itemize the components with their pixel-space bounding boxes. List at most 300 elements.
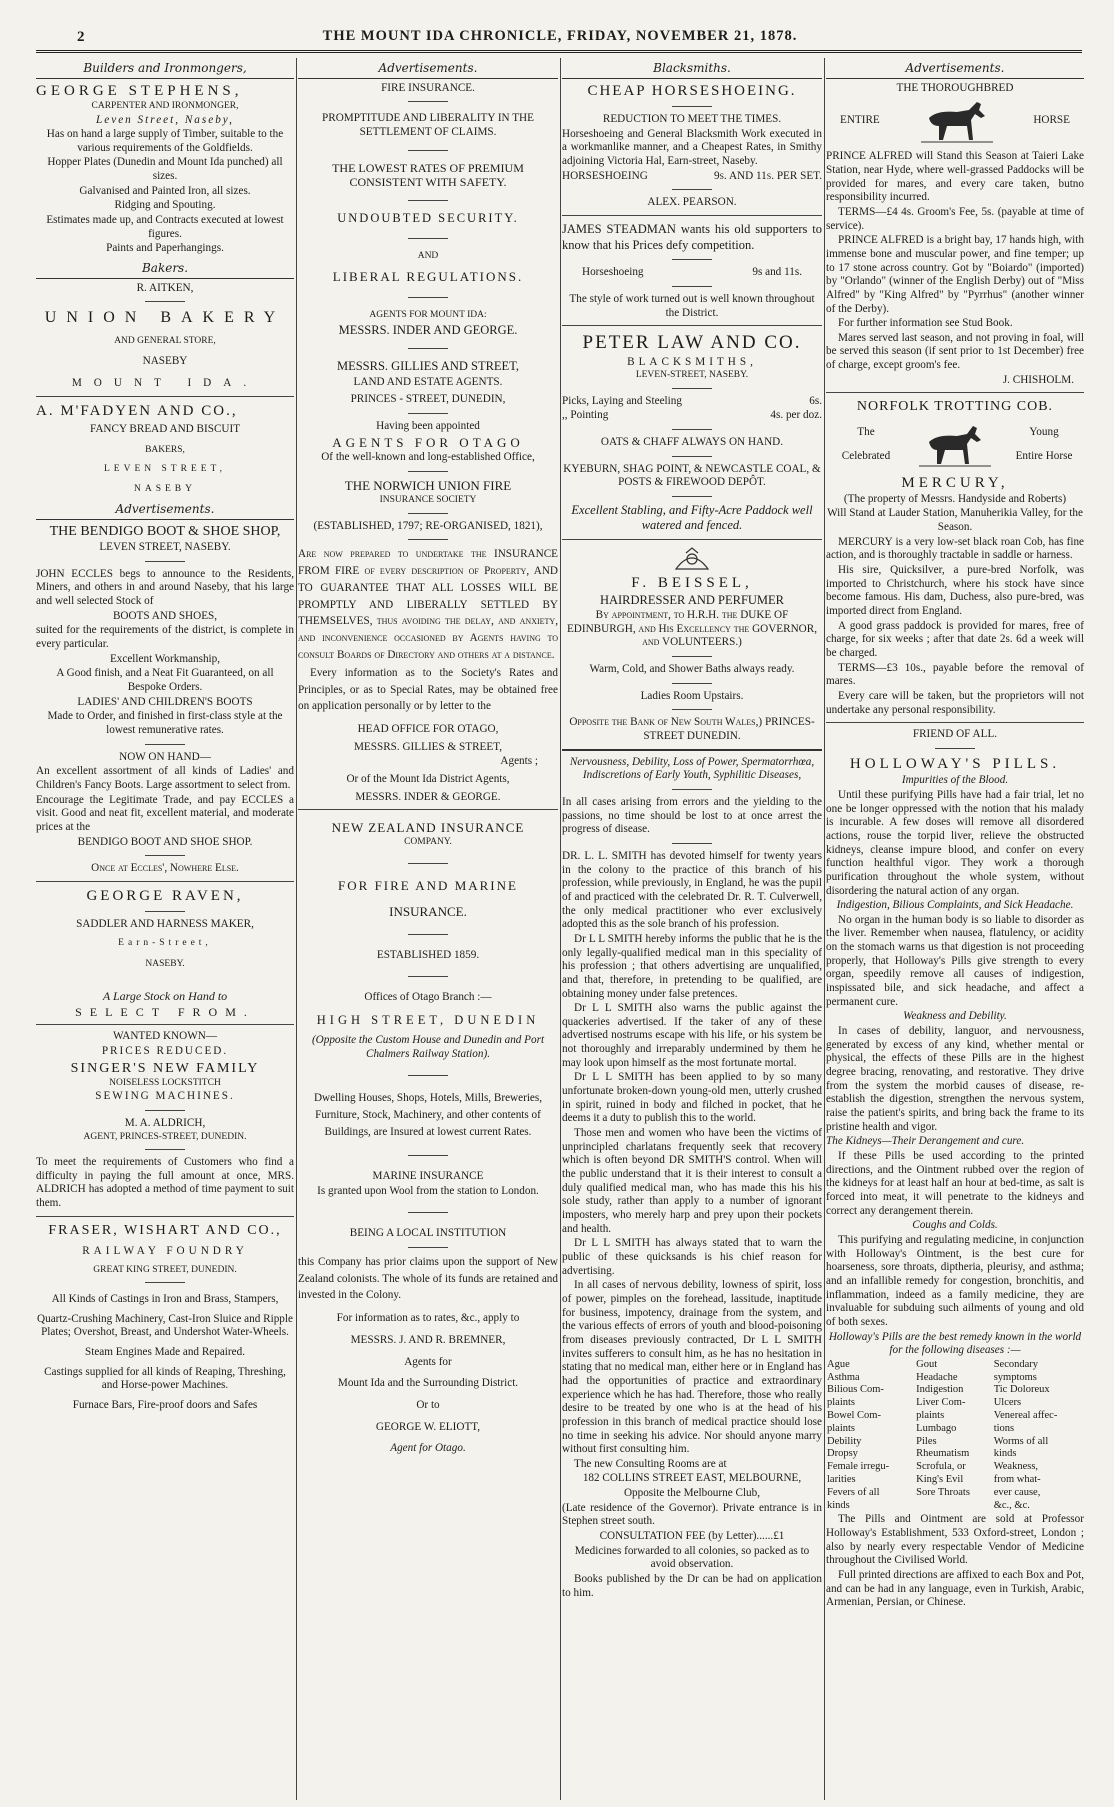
table-cell: King's Evil: [916, 1474, 964, 1485]
rule: [408, 471, 448, 472]
table-cell: plaints: [827, 1397, 855, 1409]
rule: [826, 392, 1084, 393]
table-row: [826, 1410, 1084, 1423]
ad-text: All Kinds of Castings in Iron and Brass, Stampers,: [51, 1293, 279, 1306]
rule: [672, 286, 712, 287]
ad-text: AGENT, PRINCES-STREET, DUNEDIN.: [83, 1131, 247, 1142]
ad-text: PRICES REDUCED.: [101, 1044, 229, 1057]
ad-text: Until these purifying Pills have had a fair trial, let no one be longer oppressed with the notion that his malady is incurable. A few doses will remove all disordered actions, rouse the torpid liver, relieve the obstructed kidneys, cleanse impure blood, and confer on every function healthful vigor. They work a thorough purification throughout the whole system, without disordering the natural action of any organ.: [826, 788, 1084, 897]
ad-title: HOLLOWAY'S PILLS.: [849, 755, 1061, 772]
ad-title: GEORGE STEPHENS,: [36, 82, 243, 99]
table-row: [826, 1384, 1084, 1397]
price-label: ,, Pointing: [562, 409, 609, 422]
ad-text: LADIES' AND CHILDREN'S BOOTS: [77, 695, 253, 708]
ad-title: FRASER, WISHART AND CO.,: [48, 1222, 282, 1238]
ad-text: FOR FIRE AND MARINE: [338, 877, 518, 893]
ad-subtitle: BLACKSMITHS,: [627, 355, 757, 368]
ad-text: MESSRS. GILLIES AND STREET,: [336, 359, 520, 374]
rule: [562, 325, 822, 326]
ad-text: HEAD OFFICE FOR OTAGO,: [357, 723, 499, 736]
ad-text: 182 COLLINS STREET EAST, MELBOURNE,: [582, 1472, 802, 1485]
ad-text: Horseshoeing and General Blacksmith Work executed in a workmanlike manner, and a Cheapest Rates, in Smithy adjoining Victoria Hal, Earn-street, Naseby.: [562, 127, 822, 167]
ad-title: NORFOLK TROTTING COB.: [856, 399, 1054, 415]
section-heading-builders: Builders and Ironmongers,: [36, 60, 294, 79]
ad-text: The new Consulting Rooms are at: [574, 1457, 727, 1470]
ad-text: Quartz-Crushing Machinery, Cast-Iron Sluice and Ripple Plates; Overshot, Breast, and Undershot Water-Wheels.: [37, 1312, 293, 1339]
ad-text: A Large Stock on Hand to: [102, 989, 228, 1004]
page-number: 2: [77, 29, 85, 45]
ad-text: Agents for: [404, 1355, 452, 1368]
ad-text: (ESTABLISHED, 1797; RE-ORGANISED, 1821),: [313, 519, 543, 532]
column-4: [826, 60, 1084, 1800]
ad-text: Offices of Otago Branch :—: [364, 991, 492, 1004]
table-cell: Bilious Com-: [827, 1384, 884, 1396]
ad-text: INSURANCE.: [389, 903, 467, 919]
ad-subtitle: RAILWAY FOUNDRY: [82, 1244, 248, 1257]
ad-text: Dr L L SMITH has been applied to by so many unfortunate broken-down young-old men, utterly crushed in spirit, ruined in body and filched in pocket, that he deems it a duty to publish this to the world.: [562, 1071, 822, 1125]
ad-text: Young: [1029, 425, 1059, 438]
ad-text: MESSRS. INDER AND GEORGE.: [338, 323, 518, 338]
ad-text: Every care will be taken, but the proprietors will not undertake any personal responsibility.: [826, 690, 1084, 716]
table-cell: Gout: [916, 1358, 938, 1370]
ad-text: MARINE INSURANCE: [372, 1169, 484, 1182]
ad-text: Or to: [416, 1398, 440, 1411]
rule: [672, 259, 712, 260]
table-cell: Secondary: [993, 1358, 1039, 1370]
ad-text: CONSULTATION FEE (by Letter)......£1: [599, 1530, 785, 1543]
ad-text: Steam Engines Made and Repaired.: [85, 1346, 245, 1359]
ad-text: Paints and Paperhangings.: [106, 242, 224, 255]
ad-title: CHEAP HORSESHOEING.: [587, 82, 797, 99]
ad-text: Made to Order, and finished in first-class style at the lowest remunerative rates.: [47, 710, 283, 737]
ad-text: Or of the Mount Ida District Agents,: [346, 773, 510, 786]
masthead-rule: [36, 50, 1082, 53]
ad-title: F. BEISSEL,: [631, 574, 753, 591]
ad-text: Dr L L SMITH also warns the public against the quackeries advertised. If the taker of any of these advertised nostrums escape with his life, or his system be not thoroughly and irreparably undermined by them he may look upon himself as the most fortunate mortal.: [562, 1002, 822, 1069]
ad-text: To meet the requirements of Customers who find a difficulty in paying the full amount at once, MRS. ALDRICH has adopted a method of time payment to suit them.: [36, 1156, 294, 1210]
ad-text: Estimates made up, and Contracts executed at lowest figures.: [46, 214, 284, 240]
ad-text: If these Pills be used according to the printed directions, and the Ointment rubbed over the region of the kidneys for at least half an hour at bed-time, as salt is forced into meat, it will penetrate to the kidneys and correct any derangement therein.: [826, 1149, 1084, 1217]
table-cell: Rheumatism: [916, 1448, 970, 1460]
ad-text: AND GENERAL STORE,: [114, 335, 216, 346]
rule: [408, 101, 448, 102]
diseases-table: [826, 1359, 1084, 1513]
rule: [298, 809, 558, 810]
table-cell: Piles: [916, 1435, 937, 1447]
rule: [408, 976, 448, 977]
ad-text: NASEBY: [133, 483, 196, 494]
ad-title: GEORGE RAVEN,: [86, 887, 244, 904]
ad-text: Opposite the Melbourne Club,: [623, 1487, 761, 1500]
section-heading-bakers: Bakers.: [36, 260, 294, 279]
ad-subheading: Weakness and Debility.: [903, 1010, 1007, 1023]
rule: [408, 200, 448, 201]
ad-text: (The property of Messrs. Handyside and Roberts): [843, 492, 1067, 505]
rule: [408, 1212, 448, 1213]
ad-text: DR. L. L. SMITH has devoted himself for twenty years in the colony to the practice of this branch of his profession, while previously, in England, he was the pupil of and practiced with the celebrated Dr. R. T. Culverwell, the only medical practitioner who ever exclusively adopted this as the sole branch of his profession.: [562, 849, 822, 931]
rule: [145, 1110, 185, 1111]
rule: [408, 1247, 448, 1248]
table-row: [826, 1423, 1084, 1436]
price-label: Picks, Laying and Steeling: [562, 394, 682, 407]
ad-title: SINGER'S NEW FAMILY: [70, 1060, 260, 1076]
rule: [672, 388, 712, 389]
table-cell: Worms of all: [993, 1435, 1049, 1447]
ad-text: NASEBY.: [145, 959, 185, 970]
ad-text: Will Stand at Lauder Station, Manuherikia Valley, for the Season.: [827, 507, 1083, 534]
ad-subheading: The Kidneys—Their Derangement and cure.: [826, 1135, 1025, 1148]
ad-text: Are now prepared to undertake the INSURANCE FROM FIRE of every description of Property, AND TO GUARANTEE THAT ALL LOSSES WILL BE PROMPTLY AND LIBERALLY SETTLED BY THEMSELVES, thus avoiding the delay, and anxiety, and inconvenience occasioned by Agents having to consult Boards of Directory and others at a distance.: [298, 548, 558, 661]
ad-title: Nervousness, Debility, Loss of Power, Spermatorrhœa, Indiscretions of Early Youth, Syphilitic Diseases,: [569, 755, 815, 782]
ad-text: AND: [417, 251, 439, 262]
ad-singer: [36, 1030, 294, 1210]
rule: [562, 215, 822, 216]
rule: [145, 1149, 185, 1150]
table-cell: ever cause,: [993, 1486, 1041, 1498]
ad-title: THE BENDIGO BOOT & SHOE SHOP,: [49, 524, 281, 540]
table-cell: symptoms: [993, 1371, 1037, 1383]
ad-text: The style of work turned out is well known throughout the District.: [569, 293, 815, 319]
ad-text: In all cases arising from errors and the yielding to the passions, no time should be lost to at once arrest the progress of disease.: [562, 795, 822, 836]
price-label: HORSESHOEING: [562, 169, 648, 182]
rule: [672, 683, 712, 684]
ad-fire-insurance: [298, 82, 558, 805]
table-cell: tions: [993, 1422, 1015, 1434]
ad-subtitle: CARPENTER AND IRONMONGER,: [91, 100, 239, 111]
ad-text: Medicines forwarded to all colonies, so packed as to avoid observation.: [574, 1544, 810, 1571]
ad-cheap-horseshoeing: [562, 82, 822, 210]
ad-address: Earn-Street,: [118, 937, 212, 948]
table-cell: Scrofula, or: [916, 1461, 966, 1473]
ad-title: THE NORWICH UNION FIRE: [344, 478, 512, 494]
ad-text: By appointment, to H.R.H. the DUKE OF EDINBURGH, and His Excellency the GOVERNOR, and VOLUNTEERS.): [566, 609, 818, 649]
ad-text: Excellent Workmanship,: [109, 652, 221, 665]
ad-text: MERCURY,: [901, 474, 1009, 491]
rule: [145, 744, 185, 745]
ad-text: AGENTS FOR MOUNT IDA:: [369, 309, 487, 320]
rule: [672, 456, 712, 457]
column-divider: [560, 58, 561, 1800]
ad-text: MESSRS. J. AND R. BREMNER,: [350, 1333, 506, 1346]
table-cell: larities: [827, 1474, 856, 1485]
ad-text: UNDOUBTED SECURITY.: [337, 210, 519, 225]
table-row: [826, 1487, 1084, 1500]
rule: [672, 189, 712, 190]
ad-text: MOUNT IDA.: [71, 377, 259, 390]
ad-text: Those men and women who have been the victims of unprincipled charlatans frequently seek that recovery which is often beyond DR SMITH'S control. When will the public understand that it is their interest to consult a duly qualified medical man, who has made this his his sole study, rather than apply to a number of ignorant imposters, who merely harp and prey upon their pockets and health.: [562, 1127, 822, 1235]
ad-text: OATS & CHAFF ALWAYS ON HAND.: [600, 436, 784, 449]
ad-text: For further information see Stud Book.: [838, 317, 1013, 330]
ad-text: HORSE: [1033, 114, 1070, 127]
ad-text: Has on hand a large supply of Timber, suitable to the various requirements of the Goldfields.: [46, 128, 284, 154]
rule: [672, 709, 712, 710]
ad-text: LIBERAL REGULATIONS.: [332, 268, 524, 284]
ad-text: INSURANCE SOCIETY: [379, 494, 477, 505]
ad-text: KYEBURN, SHAG POINT, & NEWCASTLE COAL, & POSTS & FIREWOOD DEPÔT.: [563, 462, 821, 489]
table-row: [826, 1436, 1084, 1449]
horse-icon: [917, 96, 997, 146]
ad-text: Furnace Bars, Fire-proof doors and Safes: [72, 1399, 258, 1412]
rule: [562, 749, 822, 751]
ad-address: LEVEN STREET, NASEBY.: [99, 541, 231, 554]
table-cell: Tic Doloreux: [993, 1384, 1050, 1396]
ad-text: R. AITKEN,: [136, 281, 194, 294]
ad-norfolk-cob: [826, 398, 1084, 717]
rule: [145, 911, 185, 912]
ad-text: M. A. ALDRICH,: [124, 1116, 206, 1129]
rule: [672, 106, 712, 107]
ad-dr-smith: [562, 756, 822, 1601]
ad-subtitle: HAIRDRESSER AND PERFUMER: [599, 592, 785, 607]
table-cell: Lumbago: [916, 1422, 957, 1434]
ad-address: Leven Street, Naseby,: [96, 113, 234, 126]
ad-beissel-hairdresser: [562, 545, 822, 744]
table-cell: plaints: [916, 1410, 945, 1422]
rule: [562, 539, 822, 540]
ad-text: A Good finish, and a Neat Fit Guaranteed, on all Bespoke Orders.: [56, 667, 274, 694]
section-heading-advertisements: Advertisements.: [298, 60, 558, 79]
ad-text: PRINCE ALFRED is a bright bay, 17 hands high, with immense bone and muscular power, and fine temper; up to 17 stone across country. Got by "Boiardo" (imported) by "Orlando" (winner of the English Derby) out of "Miss Alfred" by "King Alfred" by "Pyrrhus" (another winner of the Derby).: [826, 234, 1084, 315]
ad-text: Books published by the Dr can be had on application to him.: [562, 1573, 822, 1599]
ad-text: Once at Eccles', Nowhere Else.: [91, 862, 239, 875]
ad-subheading: Indigestion, Bilious Complaints, and Sick Headache.: [836, 899, 1074, 912]
ad-text: In all cases of nervous debility, lowness of spirit, loss of power, pimples on the forehead, lassitude, inaptitude for business, impotency, drainage from the system, and the various effects of errors of youth and blood-poisoning from diseases previously contracted, Dr L L SMITH invites sufferers to consult him, as he has no hesitation in stating that no medical man, either here or in England has had the opportunities of practice and extraordinary experience which he has had. Therefore, those who really desire to be treated by one who is at the head of his profession in this branch of medical practice should lose no time in seeking his advice. Nor should anyone marry without first consulting him.: [562, 1279, 822, 1456]
rule: [145, 301, 185, 302]
table-cell: Headache: [916, 1371, 958, 1383]
ad-text: Hopper Plates (Dunedin and Mount Ida punched) all sizes.: [47, 156, 283, 183]
ad-text: MESSRS. GILLIES & STREET,: [353, 740, 503, 753]
column-3: [562, 60, 822, 1800]
ad-holloways-pills: [826, 728, 1084, 1610]
ad-text: AGENTS FOR OTAGO: [332, 434, 524, 450]
ad-text: PRINCE ALFRED will Stand this Season at Taieri Lake Station, near Hyde, where well-grassed Paddocks will be provided for mares, and every care taken, butno responsibility incurred.: [826, 150, 1084, 204]
rule: [408, 1155, 448, 1156]
ad-title: PETER LAW AND CO.: [582, 332, 802, 354]
rule: [672, 789, 712, 790]
ad-text: A good grass paddock is provided for mares, free of charge, for six weeks ; after that date 2s. 6d a week will be charged.: [826, 619, 1084, 660]
ad-text: NOW ON HAND—: [119, 750, 211, 763]
rule: [408, 238, 448, 239]
ad-text: His sire, Quicksilver, a pure-bred Norfolk, was imported to Christchurch, where his stock have since become famous. His dam, Duchess, also pure-bred, was imported direct from England.: [826, 564, 1084, 618]
ad-new-zealand-insurance: [298, 820, 558, 1455]
ad-text: FANCY BREAD AND BISCUIT: [89, 423, 241, 436]
table-row: [826, 1359, 1084, 1372]
ad-george-stephens: [36, 82, 294, 256]
price-value: 4s. per doz.: [770, 409, 822, 422]
ad-text: This purifying and regulating medicine, in conjunction with Holloway's Ointment, is the best cure for hoarseness, sore throats, diptheria, pleurisy, and asthma; and an infallible remedy for congestion, bronchitis, and inflammation, indeed as a family medicine, they are invaluable for subduing such ailments of young and old of both sexes.: [826, 1233, 1084, 1328]
rule: [145, 855, 185, 856]
ad-title: THE THOROUGHBRED: [896, 81, 1014, 94]
ad-title: UNION BAKERY: [44, 309, 286, 327]
table-cell: Debility: [827, 1435, 862, 1447]
ad-text: Warm, Cold, and Shower Baths always ready.: [589, 663, 795, 676]
ad-fraser-wishart: [36, 1222, 294, 1413]
ad-text: Encourage the Legitimate Trade, and pay ECCLES a visit. Good and neat fit, excellent material, and moderate prices at the: [36, 793, 294, 833]
price-value: 9s and 11s.: [752, 266, 802, 279]
table-cell: Bowel Com-: [827, 1410, 881, 1422]
ad-text: BOOTS AND SHOES,: [112, 609, 218, 622]
ad-text: BAKERS,: [145, 444, 185, 455]
table-row: [826, 1461, 1084, 1474]
ad-text: Excellent Stabling, and Fifty-Acre Paddock well watered and fenced.: [571, 503, 813, 533]
rule: [36, 396, 294, 397]
ad-text: An excellent assortment of all kinds of Ladies' and Children's Fancy Boots. Large assortment to select from.: [36, 765, 294, 791]
ad-address: GREAT KING STREET, DUNEDIN.: [93, 1264, 237, 1275]
column-divider: [824, 58, 825, 1800]
ad-george-raven: [36, 887, 294, 1019]
ad-text: NASEBY: [142, 355, 188, 368]
price-value: 6s.: [809, 394, 822, 407]
ad-text: Ridging and Spouting.: [114, 199, 216, 212]
table-cell: from what-: [993, 1474, 1041, 1485]
rule: [826, 722, 1084, 723]
ad-text: PROMPTITUDE AND LIBERALITY IN THE SETTLEMENT OF CLAIMS.: [322, 112, 534, 138]
table-row: [826, 1372, 1084, 1385]
ad-text: PRINCES - STREET, DUNEDIN,: [350, 393, 506, 406]
ad-union-bakery: [36, 282, 294, 391]
ad-text: SELECT FROM.: [75, 1004, 255, 1019]
rule: [408, 1075, 448, 1076]
table-cell: Sore Throats: [916, 1486, 970, 1498]
ad-text: LAND AND ESTATE AGENTS.: [353, 375, 503, 388]
ad-text: BENDIGO BOOT AND SHOE SHOP.: [77, 835, 253, 848]
ad-text: Celebrated: [841, 449, 891, 462]
column-divider: [296, 58, 297, 1800]
ad-text: suited for the requirements of the district, is complete in every particular.: [36, 624, 294, 651]
horse-icon: [915, 420, 995, 470]
ad-text: J. CHISHOLM.: [1002, 373, 1074, 386]
price-value: 9s. AND 11s. PER SET.: [713, 169, 822, 182]
ad-james-steadman: [562, 221, 822, 320]
ad-text: MESSRS. INDER & GEORGE.: [355, 790, 501, 803]
newspaper-title: THE MOUNT IDA CHRONICLE, FRIDAY, NOVEMBER 21, 1878.: [322, 28, 798, 44]
ad-text: Mares served last season, and not proving in foal, will be served this season (if sent prior to 1st December) free of charge, except groom's fee.: [826, 331, 1084, 372]
ad-text: Full printed directions are affixed to each Box and Pot, and can be had in any language, even in Turkish, Arabic, Armenian, Persian, or Chinese.: [826, 1569, 1084, 1609]
ad-prince-alfred: [826, 82, 1084, 388]
section-heading-blacksmiths: Blacksmiths.: [562, 60, 822, 79]
table-cell: Weakness,: [993, 1461, 1039, 1473]
rule: [36, 881, 294, 882]
price-label: Horseshoeing: [582, 266, 644, 279]
section-heading-advertisements: Advertisements.: [36, 501, 294, 520]
rule: [935, 748, 975, 749]
ad-peter-law: [562, 331, 822, 533]
rule: [408, 539, 448, 540]
ad-mcfadyen: [36, 402, 294, 496]
rule: [408, 150, 448, 151]
table-cell: Asthma: [827, 1371, 860, 1383]
ad-text: Dr L L SMITH has always stated that to warn the public of these quicksands is his chief reason for advertising.: [562, 1237, 822, 1277]
table-row: [826, 1397, 1084, 1410]
table-cell: plaints: [827, 1422, 855, 1434]
rule: [408, 413, 448, 414]
ad-text: Opposite the Bank of New South Wales,) PRINCES-STREET DUNEDIN.: [569, 716, 815, 742]
table-cell: Dropsy: [827, 1448, 858, 1460]
column-2: [298, 60, 558, 1800]
ad-text: (Late residence of the Governor). Private entrance is in Stephen street south.: [562, 1501, 822, 1528]
ad-subheading: Coughs and Colds.: [912, 1219, 998, 1232]
ad-address: LEVEN-STREET, NASEBY.: [635, 370, 749, 381]
ad-text: HIGH STREET, DUNEDIN: [316, 1012, 540, 1027]
ad-text: Agent for Otago.: [390, 1442, 466, 1455]
section-heading-advertisements: Advertisements.: [826, 60, 1084, 79]
ad-text: The: [857, 425, 875, 438]
ad-text: Castings supplied for all kinds of Reaping, Threshing, and Horse-power Machines.: [44, 1365, 286, 1392]
ad-text: ALEX. PEARSON.: [647, 196, 737, 209]
table-cell: Indigestion: [916, 1384, 964, 1396]
table-cell: Ague: [827, 1358, 850, 1370]
column-1: [36, 60, 294, 1800]
ad-text: Dwelling Houses, Shops, Hotels, Mills, Breweries, Furniture, Stock, Machinery, and other contents of Buildings, are Insured at lowest current Rates.: [313, 1092, 543, 1139]
rule: [408, 348, 448, 349]
ad-text: TERMS—£4 4s. Groom's Fee, 5s. (payable at time of service).: [826, 205, 1084, 232]
ad-text: BEING A LOCAL INSTITUTION: [349, 1227, 507, 1240]
ad-text: The Pills and Ointment are sold at Professor Holloway's Establishment, 533 Oxford-street, London ; also by nearly every respectable Vendor of Medicine throughout the Civilised World.: [826, 1513, 1084, 1567]
ad-bendigo-boot: [36, 523, 294, 876]
table-cell: Venereal affec-: [993, 1410, 1058, 1422]
ad-text: Is granted upon Wool from the station to London.: [317, 1184, 539, 1197]
rule: [672, 656, 712, 657]
ad-text: In cases of debility, languor, and nervousness, generated by excess of any kind, whether mental or physical, the effects of these Pills are in the highest degree bracing, renovating, and restorative. They drive from the system the morbid causes of disease, re-establish the digestion, strengthen the nervous system, raise the patient's spirits, and bring back the frame to its pristine health and vigor.: [826, 1025, 1084, 1133]
table-cell: kinds: [993, 1448, 1017, 1460]
ad-text: FRIEND OF ALL.: [912, 728, 998, 741]
rule: [408, 863, 448, 864]
ad-title: FIRE INSURANCE.: [381, 81, 475, 94]
ad-text: Agents ;: [500, 755, 538, 768]
rule: [145, 1282, 185, 1283]
ad-text: GEORGE W. ELIOTT,: [375, 1420, 481, 1433]
table-cell: Ulcers: [993, 1397, 1022, 1409]
table-cell: Female irregu-: [827, 1461, 890, 1473]
rule: [145, 561, 185, 562]
ad-text: REDUCTION TO MEET THE TIMES.: [602, 112, 782, 125]
ad-text: COMPANY.: [404, 837, 452, 848]
ad-text: SEWING MACHINES.: [95, 1090, 235, 1103]
table-cell: Liver Com-: [916, 1397, 966, 1409]
table-row: [826, 1448, 1084, 1461]
ad-text: Having been appointed: [376, 419, 480, 432]
ad-text: Every information as to the Society's Rates and Principles, or as to Special Rates, may be obtained free on application personally or by letter to the: [298, 666, 558, 713]
table-cell: &c., &c.: [993, 1499, 1030, 1511]
ad-title: A. M'FADYEN AND CO.,: [36, 402, 238, 419]
table-cell: Fevers of all: [827, 1486, 880, 1498]
ad-text: Ladies Room Upstairs.: [640, 689, 744, 702]
masthead: [40, 28, 1080, 48]
table-row: [826, 1500, 1084, 1513]
ad-text: Galvanised and Painted Iron, all sizes.: [79, 184, 251, 197]
rule: [408, 297, 448, 298]
ad-text: Entire Horse: [1015, 449, 1073, 462]
table-row: [826, 1474, 1084, 1487]
ad-subtitle: SADDLER AND HARNESS MAKER,: [76, 918, 254, 931]
ad-text: Mount Ida and the Surrounding District.: [337, 1377, 519, 1390]
ad-text: For information as to rates, &c., apply to: [336, 1312, 520, 1325]
ad-text: WANTED KNOWN—: [112, 1030, 218, 1043]
ad-text: LEVEN STREET,: [103, 464, 226, 475]
ad-text: Dr L L SMITH hereby informs the public that he is the only legally-qualified medical man in this speciality of his profession ; that others advertising are unqualified, and that, therefore, in pretending to be qualified, are obtaining money under false pretences.: [562, 932, 822, 1000]
table-cell: kinds: [827, 1499, 850, 1511]
rule: [408, 513, 448, 514]
ad-text: this Company has prior claims upon the support of New Zealand colonists. The whole of its funds are retained and invested in the Colony.: [298, 1255, 558, 1302]
ad-text: THE LOWEST RATES OF PREMIUM CONSISTENT WITH SAFETY.: [332, 160, 524, 190]
ad-text: MERCURY is a very low-set black roan Cob, has fine action, and is thoroughly tractable in saddle or harness.: [826, 535, 1084, 562]
rule: [36, 1216, 294, 1217]
rule: [672, 496, 712, 497]
ad-title: NEW ZEALAND INSURANCE: [331, 820, 525, 836]
rule: [408, 934, 448, 935]
ad-text: JOHN ECCLES begs to announce to the Residents, Miners, and others in and around Naseby, that his large and well selected Stock of: [36, 567, 294, 608]
ad-text: NOISELESS LOCKSTITCH: [109, 1077, 221, 1088]
